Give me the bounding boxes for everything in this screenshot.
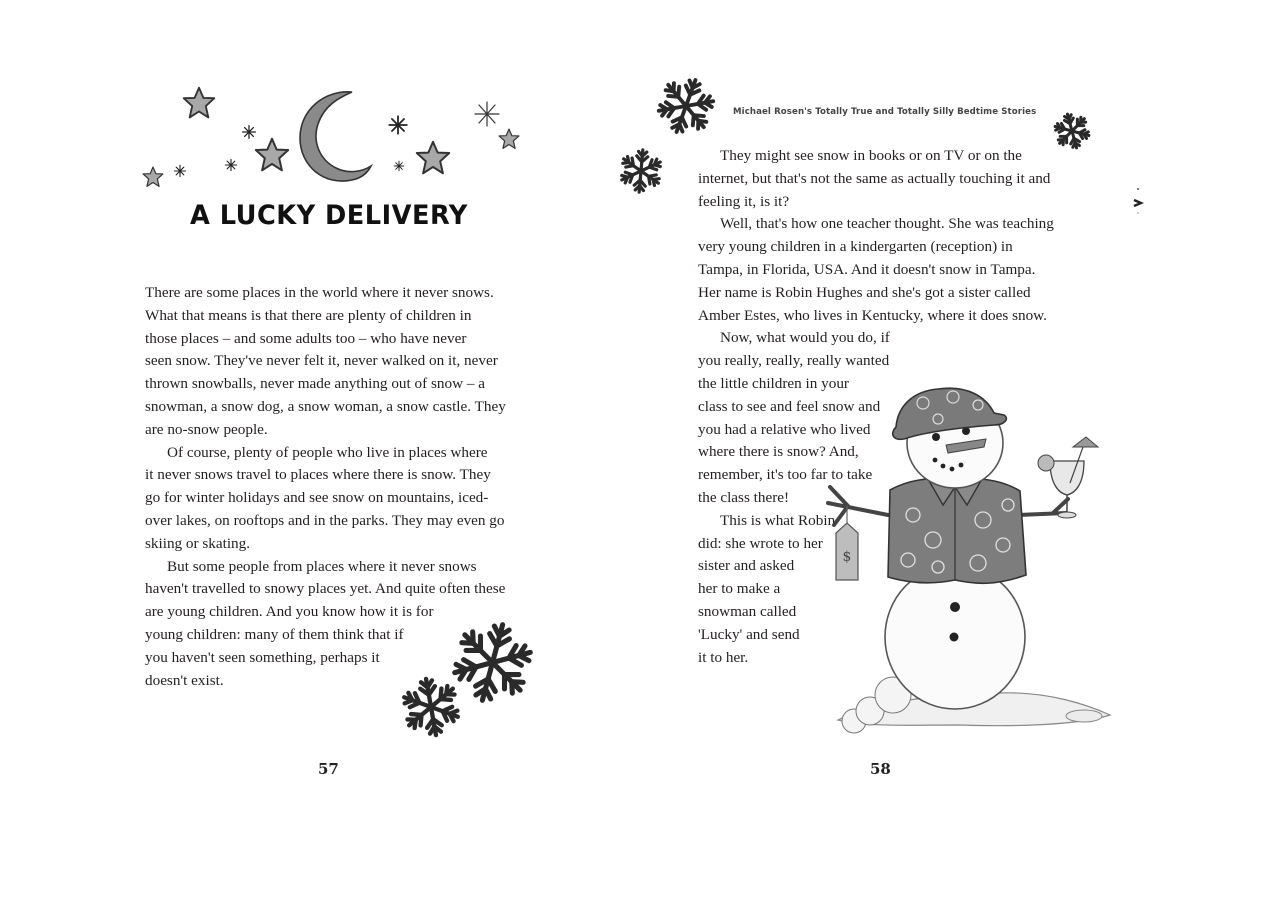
text-line: Amber Estes, who lives in Kentucky, where it does snow. [698, 306, 1047, 324]
star-icon [184, 88, 215, 118]
text-line: it to her. [698, 648, 749, 666]
text-line: very young children in a kindergarten (reception) in [698, 238, 1013, 256]
svg-text:$: $ [842, 549, 852, 565]
text-line: did: she wrote to her [698, 534, 823, 552]
paragraph [145, 442, 525, 556]
text-line: class to see and feel snow and [698, 397, 881, 415]
sparkle-icon [475, 102, 499, 126]
text-line: go for winter holidays and see snow on mountains, iced- [145, 489, 489, 507]
star-icon [143, 167, 163, 186]
text-line: internet, but that's not the same as actually touching it and [698, 169, 1051, 187]
text-line: haven't travelled to snowy places yet. And quite often these [145, 580, 506, 598]
sparkle-icon [174, 165, 185, 176]
snowflake-icon [400, 676, 462, 738]
text-line: seen snow. They've never felt it, never walked on it, never [145, 352, 498, 370]
snowflake-icon [618, 148, 664, 194]
text-line: young children: many of them think that if [145, 625, 404, 643]
text-line: Tampa, in Florida, USA. And it doesn't snow in Tampa. [698, 260, 1036, 278]
edge-mark [1132, 186, 1144, 216]
sparkle-icon [243, 126, 256, 139]
paragraph [145, 282, 525, 442]
text-line: are no-snow people. [145, 420, 268, 438]
text-line: Of course, plenty of people who live in places where [167, 443, 488, 461]
snowman-illustration [818, 375, 1118, 735]
text-line: Now, what would you do, if [720, 329, 890, 347]
text-line: remember, it's too far to take [698, 466, 873, 484]
night-sky-decoration [140, 80, 540, 200]
right-page [640, 0, 1280, 921]
snowflake-icon [450, 620, 535, 705]
page-number: 58 [870, 760, 891, 778]
text-line: you haven't seen something, perhaps it [145, 648, 380, 666]
text-line: those places – and some adults too – who have never [145, 329, 467, 347]
sparkle-icon [394, 161, 404, 171]
text-line: you really, really, really wanted [698, 352, 890, 370]
text-line: doesn't exist. [145, 671, 224, 689]
text-line: where there is snow? And, [698, 443, 859, 461]
text-line: What that means is that there are plenty of children in [145, 306, 472, 324]
text-line: snowman called [698, 602, 797, 620]
text-line: skiing or skating. [145, 534, 251, 552]
star-icon [256, 139, 288, 171]
text-line: This is what Robin [720, 511, 836, 529]
running-head: Michael Rosen's Totally True and Totally Silly Bedtime Stories [733, 107, 1037, 117]
text-line: thrown snowballs, never made anything out of snow – a [145, 375, 485, 393]
text-line: Her name is Robin Hughes and she's got a sister called [698, 283, 1031, 301]
text-line: Well, that's how one teacher thought. She was teaching [720, 215, 1054, 233]
text-line: feeling it, is it? [698, 192, 790, 210]
paragraph [698, 213, 1078, 327]
snowflake-icon [656, 76, 716, 136]
page-number: 57 [318, 760, 339, 778]
text-line: 'Lucky' and send [698, 625, 800, 643]
sparkle-icon [225, 159, 236, 170]
text-line: the class there! [698, 488, 790, 506]
sparkle-icon [389, 116, 407, 134]
chapter-title: A LUCKY DELIVERY [190, 200, 468, 231]
text-line: over lakes, on rooftops and in the parks. They may even go [145, 511, 505, 529]
text-line: it never snows travel to places where there is snow. They [145, 466, 491, 484]
paragraph [698, 145, 1078, 213]
moon-icon [300, 92, 371, 181]
text-line: you had a relative who lived [698, 420, 871, 438]
text-line: There are some places in the world where it never snows. [145, 284, 494, 301]
star-icon [499, 129, 519, 148]
text-line: But some people from places where it never snows [167, 557, 477, 575]
text-line: They might see snow in books or on TV or on the [720, 147, 1022, 164]
text-line: snowman, a snow dog, a snow woman, a snow castle. They [145, 397, 506, 415]
text-line: sister and asked [698, 557, 795, 575]
text-line: are young children. And you know how it is for [145, 603, 434, 621]
text-line: the little children in your [698, 374, 849, 392]
star-icon [417, 142, 449, 174]
text-line: her to make a [698, 580, 781, 598]
